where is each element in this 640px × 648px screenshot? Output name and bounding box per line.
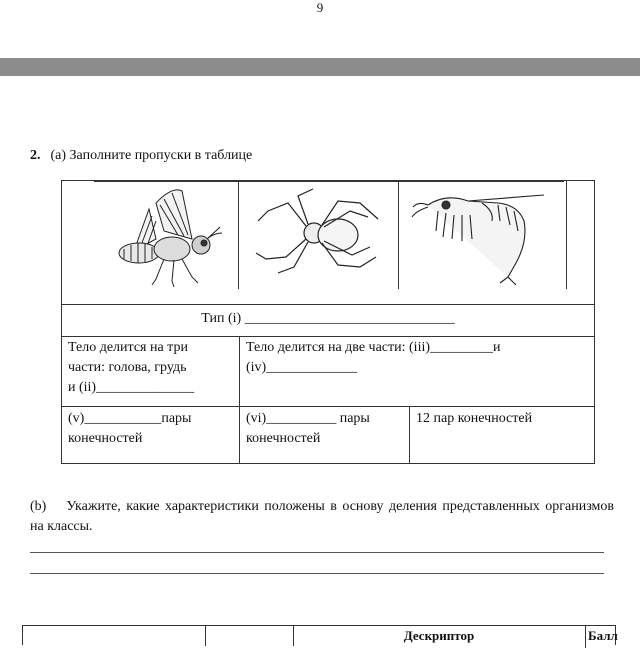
question-part-a: (a) Заполните пропуски в таблице (50, 148, 253, 163)
two-part-body-cell (240, 337, 594, 407)
insect-body-line3: и (ii)______________ (68, 380, 195, 395)
type-row (62, 305, 594, 337)
shrimp-limbs-text: 12 пар конечностей (416, 411, 533, 426)
spider-icon (238, 181, 398, 289)
insect-body-line1: Тело делится на три (68, 340, 188, 355)
two-part-body-line1: Тело делится на две части: (iii)_________и (246, 340, 501, 355)
part-b-question (30, 497, 614, 537)
descriptor-col-1 (23, 626, 206, 646)
answer-line-1[interactable] (30, 552, 604, 553)
descriptor-table (22, 625, 616, 645)
classification-table (61, 180, 595, 464)
shrimp-limbs-cell (410, 407, 594, 463)
descriptor-col-2 (205, 626, 294, 646)
insect-body-line2: части: голова, грудь (68, 360, 187, 375)
shrimp-icon (398, 181, 566, 289)
question-heading (30, 148, 252, 164)
spider-limbs-cell (240, 407, 410, 463)
image-row (62, 181, 594, 305)
question-number: 2. (30, 148, 41, 163)
part-b-text: Укажите, какие характеристики положены в основу деления представленных организмов на классы. (30, 499, 614, 534)
insect-limbs-line2: конечностей (68, 431, 143, 446)
shrimp-image-cell (398, 181, 567, 289)
insect-limbs-cell (62, 407, 240, 463)
two-part-body-line2: (iv)_____________ (246, 360, 358, 375)
descriptor-header-label: Дескриптор (403, 628, 475, 643)
type-label: Тип (i) ______________________________ (201, 311, 455, 326)
insect-body-cell (62, 337, 240, 407)
spider-limbs-line1: (vi)__________ пары (246, 411, 370, 426)
spider-image-cell (238, 181, 399, 289)
part-b-label: (b) (30, 499, 47, 514)
page-number: 9 (316, 0, 324, 15)
score-header (585, 626, 620, 648)
header-bar (0, 58, 640, 76)
spider-limbs-line2: конечностей (246, 431, 321, 446)
fly-icon (94, 181, 238, 289)
score-header-label: Балл (588, 628, 618, 643)
fly-image-cell (94, 181, 239, 289)
insect-limbs-line1: (v)___________пары (68, 411, 192, 426)
answer-line-2[interactable] (30, 573, 604, 574)
descriptor-header (293, 626, 586, 648)
